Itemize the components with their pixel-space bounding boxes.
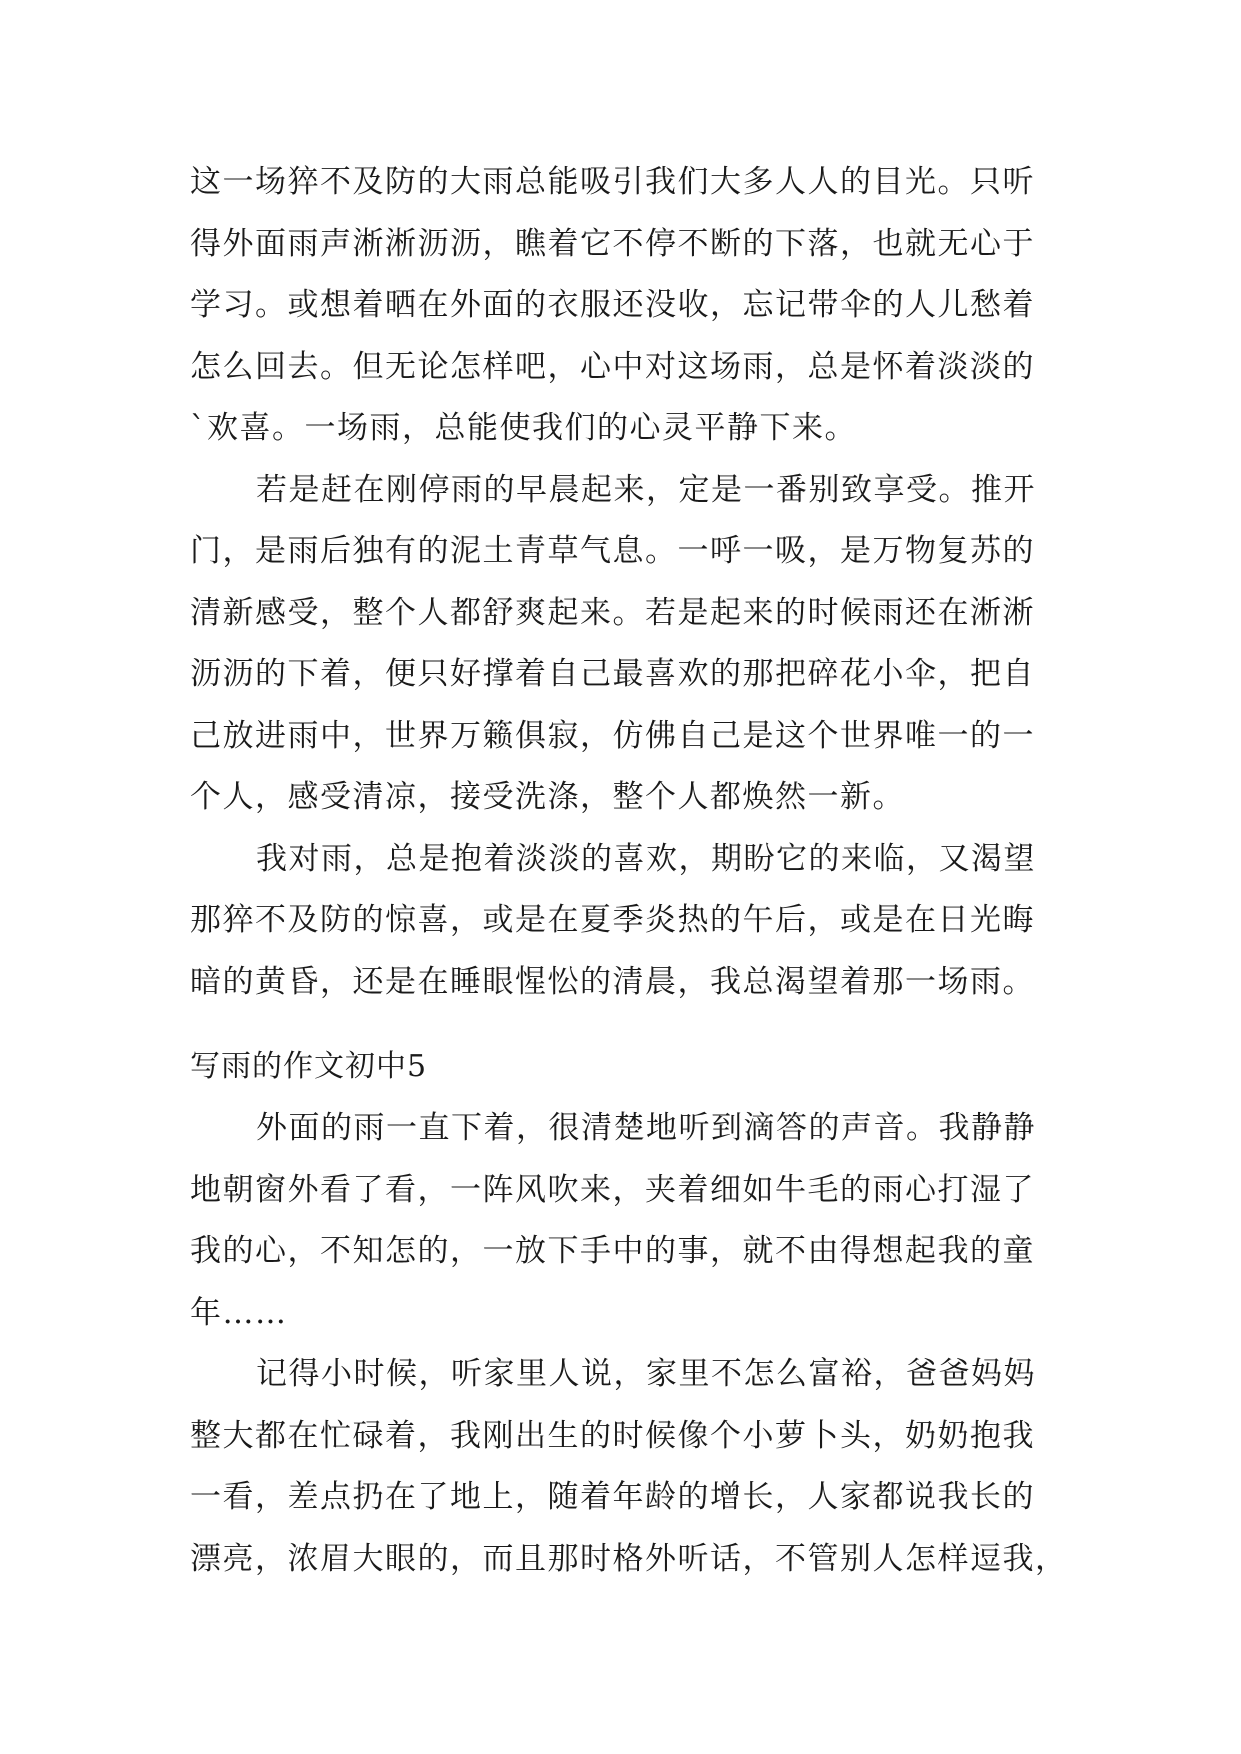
paragraph-line: 年…… bbox=[190, 1294, 288, 1331]
paragraph-line: 外面的雨一直下着，很清楚地听到滴答的声音。我静静 bbox=[256, 1110, 1036, 1146]
paragraph-line: 那猝不及防的惊喜，或是在夏季炎热的午后，或是在日光晦 bbox=[190, 902, 1035, 938]
paragraph-line: 己放进雨中，世界万籁俱寂，仿佛自己是这个世界唯一的一 bbox=[190, 717, 1035, 754]
paragraph-line: 记得小时候，听家里人说，家里不怎么富裕，爸爸妈妈 bbox=[256, 1356, 1036, 1392]
paragraph-line: 地朝窗外看了看，一阵风吹来，夹着细如牛毛的雨心打湿了 bbox=[190, 1171, 1035, 1208]
paragraph-line: 清新感受，整个人都舒爽起来。若是起来的时候雨还在淅淅 bbox=[190, 594, 1035, 631]
paragraph-line: 沥沥的下着，便只好撑着自己最喜欢的那把碎花小伞，把自 bbox=[190, 656, 1035, 692]
paragraph-line: 怎么回去。但无论怎样吧，心中对这场雨，总是怀着淡淡的 bbox=[190, 348, 1035, 385]
paragraph-line: `欢喜。一场雨，总能使我们的心灵平静下来。 bbox=[190, 410, 857, 446]
paragraph-line: 个人，感受清凉，接受洗涤，整个人都焕然一新。 bbox=[190, 779, 905, 815]
essay-section-1 bbox=[190, 152, 1070, 1013]
essay-section-2 bbox=[190, 1098, 1070, 1590]
paragraph-line: 门，是雨后独有的泥土青草气息。一呼一吸，是万物复苏的 bbox=[190, 533, 1035, 569]
paragraph-line: 整大都在忙碌着，我刚出生的时候像个小萝卜头，奶奶抱我 bbox=[190, 1417, 1035, 1454]
paragraph-line: 漂亮，浓眉大眼的，而且那时格外听话，不管别人怎样逗我， bbox=[190, 1540, 1068, 1577]
paragraph-line: 暗的黄昏，还是在睡眼惺忪的清晨，我总渴望着那一场雨。 bbox=[190, 963, 1035, 1000]
paragraph-line: 若是赶在刚停雨的早晨起来，定是一番别致享受。推开 bbox=[256, 471, 1036, 508]
paragraph-line: 学习。或想着晒在外面的衣服还没收，忘记带伞的人儿愁着 bbox=[190, 287, 1035, 323]
paragraph-line: 得外面雨声淅淅沥沥，瞧着它不停不断的下落，也就无心于 bbox=[190, 225, 1035, 262]
paragraph-line: 一看，差点扔在了地上，随着年龄的增长，人家都说我长的 bbox=[190, 1479, 1035, 1515]
paragraph-line: 我的心，不知怎的，一放下手中的事，就不由得想起我的童 bbox=[190, 1233, 1035, 1269]
paragraph-line: 这一场猝不及防的大雨总能吸引我们大多人人的目光。只听 bbox=[190, 164, 1035, 200]
paragraph-line: 我对雨，总是抱着淡淡的喜欢，期盼它的来临，又渴望 bbox=[256, 840, 1036, 877]
section-heading: 写雨的作文初中5 bbox=[190, 1049, 428, 1084]
